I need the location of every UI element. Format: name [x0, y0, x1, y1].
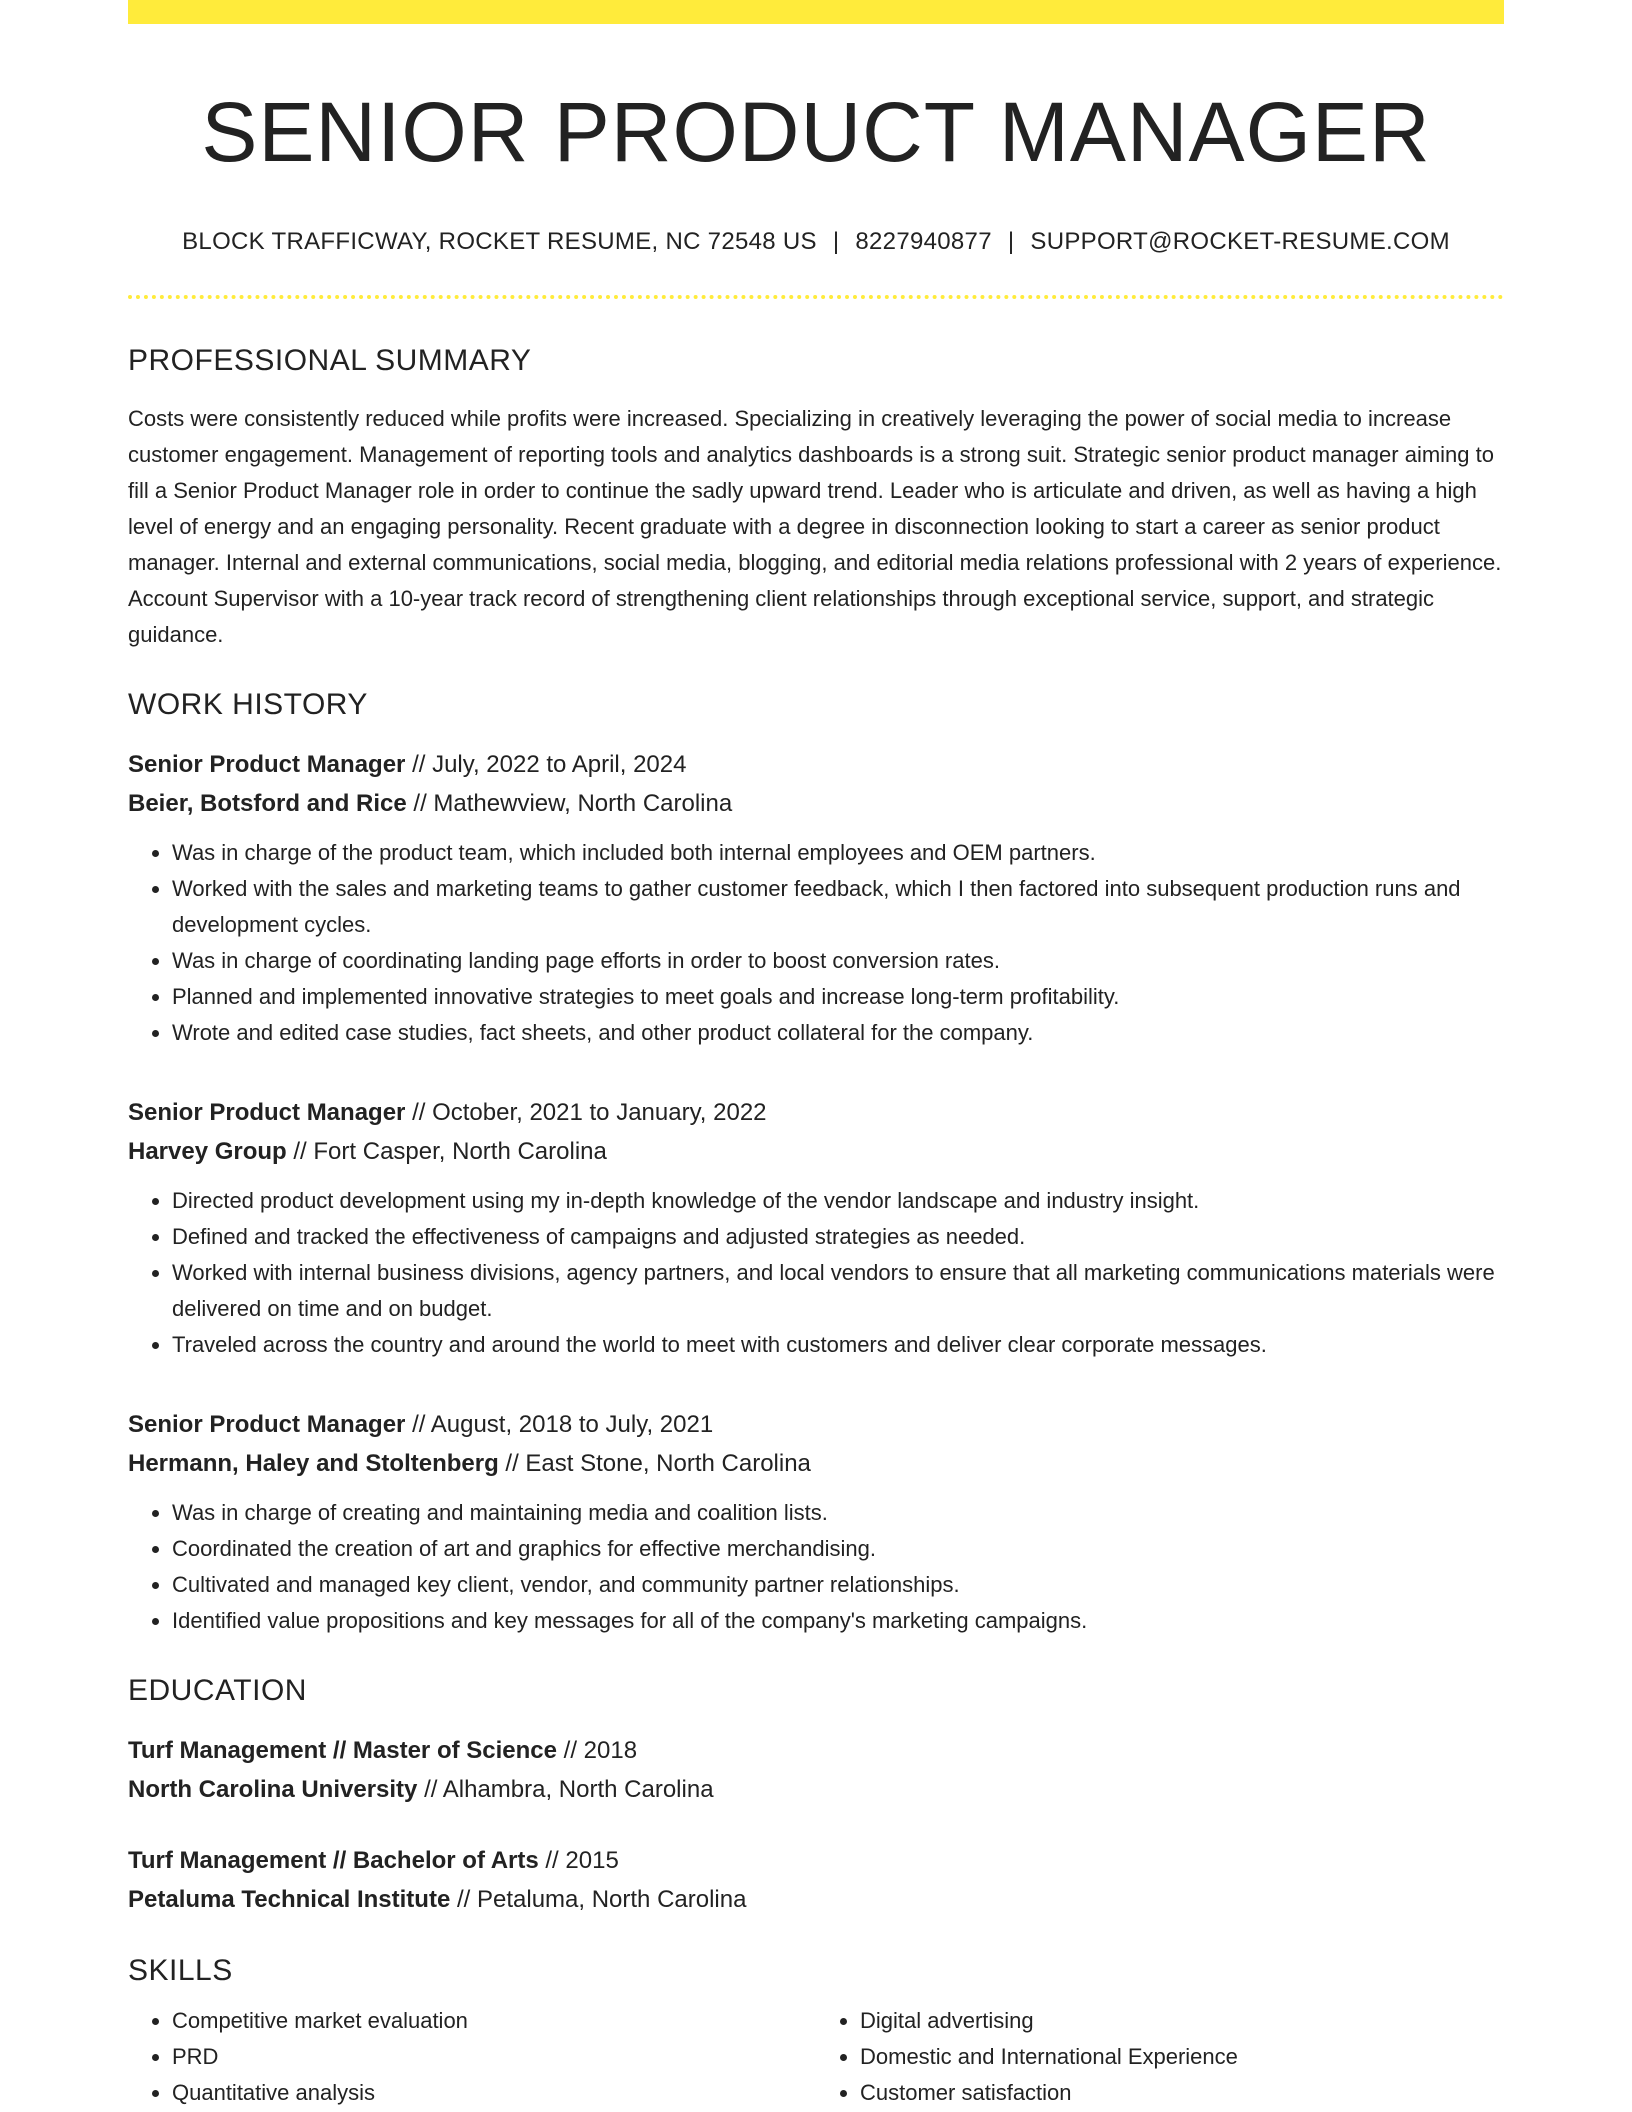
school: North Carolina University [128, 1776, 418, 1804]
job-dates: // October, 2021 to January, 2022 [412, 1099, 767, 1127]
job-bullets [128, 1495, 1504, 1639]
list-item: • Identified value propositions and key messages for all of the company's marketing campaigns. [172, 1603, 1504, 1639]
separator: | [1007, 228, 1015, 256]
list-item: • Cultivated and managed key client, vendor, and community partner relationships. [172, 1567, 1504, 1603]
accent-bar [128, 0, 1504, 24]
list-item: • Wrote and edited case studies, fact sheets, and other product collateral for the company. [172, 1015, 1504, 1051]
resume-page [128, 0, 1504, 2111]
list-item: • Coordinated the creation of art and graphics for effective merchandising. [172, 1531, 1504, 1567]
job-role: Senior Product Manager [128, 1411, 406, 1439]
degree-year: // 2015 [545, 1847, 619, 1875]
job-company-line [128, 1132, 1504, 1171]
school-location: // Petaluma, North Carolina [456, 1886, 747, 1914]
summary-text: Costs were consistently reduced while profits were increased. Specializing in creatively leveraging the power of social media to increase customer engagement. Management of reporting tools and analytics dashboards is a strong suit. Strategic senior product manager aiming to fill a Senior Product Manager role in order to continue the sadly upward trend. Leader who is articulate and driven, as well as having a high level of energy and an engaging personality. Recent graduate with a degree in disconnection looking to start a career as senior product manager. Internal and external communications, social media, blogging, and editorial media relations professional with 2 years of experience. Account Supervisor with a 10-year track record of strengthening client relationships through exceptional service, support, and strategic guidance. [128, 406, 1502, 648]
job-entry [128, 1093, 1504, 1363]
skills-list [128, 2003, 1504, 2111]
email: SUPPORT@ROCKET-RESUME.COM [1030, 228, 1450, 256]
job-dates: // August, 2018 to July, 2021 [412, 1411, 714, 1439]
list-item: • Quantitative analysis [172, 2075, 816, 2111]
job-bullets [128, 835, 1504, 1051]
list-item: • Was in charge of coordinating landing page efforts in order to boost conversion rates. [172, 943, 1504, 979]
job-company: Beier, Botsford and Rice [128, 790, 407, 818]
separator: | [832, 228, 840, 256]
job-company: Hermann, Haley and Stoltenberg [128, 1450, 499, 1478]
list-item: • Worked with the sales and marketing teams to gather customer feedback, which I then factored into subsequent production runs and development cycles. [172, 871, 1504, 943]
list-item: • Was in charge of creating and maintaining media and coalition lists. [172, 1495, 1504, 1531]
degree: Turf Management // Bachelor of Arts [128, 1847, 539, 1875]
job-bullets [128, 1183, 1504, 1363]
job-role-line [128, 1093, 1504, 1132]
list-item: • Competitive market evaluation [172, 2003, 816, 2039]
education-entry [128, 1841, 1504, 1919]
job-role-line [128, 1405, 1504, 1444]
job-entry [128, 745, 1504, 1051]
job-location: // Mathewview, North Carolina [413, 790, 733, 818]
school-line [128, 1770, 1504, 1809]
list-item: • Domestic and International Experience [860, 2039, 1504, 2075]
address: BLOCK TRAFFICWAY, ROCKET RESUME, NC 72548 US [182, 228, 817, 256]
degree-year: // 2018 [563, 1737, 638, 1765]
school-location: // Alhambra, North Carolina [424, 1776, 714, 1804]
list-item: • PRD [172, 2039, 816, 2075]
job-location: // East Stone, North Carolina [505, 1450, 811, 1478]
contact-line [128, 228, 1504, 257]
list-item: • Traveled across the country and around the world to meet with customers and deliver clear corporate messages. [172, 1327, 1504, 1363]
skills-heading: SKILLS [128, 1954, 233, 1988]
education-heading: EDUCATION [128, 1674, 307, 1708]
degree-line [128, 1841, 1504, 1880]
job-location: // Fort Casper, North Carolina [293, 1138, 607, 1166]
job-role: Senior Product Manager [128, 1099, 406, 1127]
school-line [128, 1880, 1504, 1919]
list-item: • Was in charge of the product team, which included both internal employees and OEM partners. [172, 835, 1504, 871]
job-company-line [128, 1444, 1504, 1483]
degree: Turf Management // Master of Science [128, 1737, 557, 1765]
job-role-line [128, 745, 1504, 784]
school: Petaluma Technical Institute [128, 1886, 451, 1914]
summary-heading: PROFESSIONAL SUMMARY [128, 344, 532, 378]
list-item: • Worked with internal business divisions, agency partners, and local vendors to ensure that all marketing communications materials were delivered on time and on budget. [172, 1255, 1504, 1327]
list-item: • Directed product development using my in-depth knowledge of the vendor landscape and industry insight. [172, 1183, 1504, 1219]
dotted-divider [128, 295, 1504, 299]
job-role: Senior Product Manager [128, 751, 406, 779]
list-item: • Customer satisfaction [860, 2075, 1504, 2111]
list-item: • Defined and tracked the effectiveness of campaigns and adjusted strategies as needed. [172, 1219, 1504, 1255]
list-item: • Digital advertising [860, 2003, 1504, 2039]
job-dates: // July, 2022 to April, 2024 [412, 751, 687, 779]
job-entry [128, 1405, 1504, 1639]
job-company: Harvey Group [128, 1138, 287, 1166]
education-entry [128, 1731, 1504, 1809]
work-history-heading: WORK HISTORY [128, 688, 368, 722]
job-company-line [128, 784, 1504, 823]
phone: 8227940877 [855, 228, 992, 256]
skills-column-right [816, 2003, 1504, 2111]
list-item: • Planned and implemented innovative strategies to meet goals and increase long-term profitability. [172, 979, 1504, 1015]
degree-line [128, 1731, 1504, 1770]
skills-column-left [128, 2003, 816, 2111]
resume-title: SENIOR PRODUCT MANAGER [201, 85, 1431, 179]
